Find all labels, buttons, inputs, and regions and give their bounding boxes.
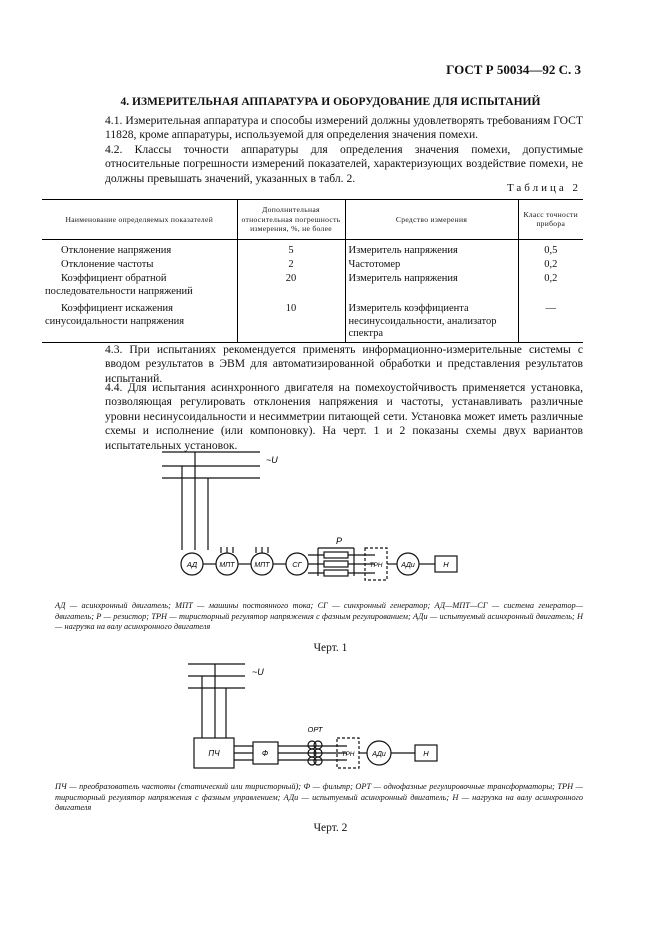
header-instrument: Средство измерения	[345, 200, 518, 240]
table-row	[42, 271, 583, 298]
table-cell: —	[518, 298, 583, 343]
accuracy-table	[42, 199, 583, 343]
block-label: Ф	[261, 749, 269, 758]
diagram-2-title: Черт. 2	[313, 822, 348, 834]
table-cell: Коэффициент обратной последовательности напряжений	[45, 273, 193, 297]
diagram-1-title: Черт. 1	[313, 642, 348, 654]
diagram-2-caption: ПЧ — преобразователь частоты (статический или тиристорный); Ф — фильтр; ОРТ — однофазные регулировочные трансформаторы; ТРН — тиристорный регулятор напряжения с фазным управлением; АДи — испытуемый асинхронный двигатель; Н — нагрузка на валу асинхронного двигателя	[55, 782, 583, 812]
supply-label: ~U	[266, 455, 278, 465]
table-cell: Измеритель напряжения	[345, 239, 518, 257]
block-label: ТРН	[369, 562, 383, 569]
table-cell: Коэффициент искажения синусоидальности напряжения	[42, 298, 237, 343]
paragraph-4-2: 4.2. Классы точности аппаратуры для определения значения помехи, допустимые относительные погрешности измерений показателей, характеризующих воздействие помехи, не должны превышать значений, указанных в табл. 2.	[105, 143, 583, 185]
block-label: АД	[186, 560, 198, 569]
block-label: ПЧ	[208, 749, 220, 758]
table-caption: Таблица 2	[506, 182, 581, 194]
block-label: Н	[443, 560, 449, 569]
diagram-1-caption: АД — асинхронный двигатель; МПТ — машины постоянного тока; СГ — синхронный генератор; АД—МПТ—СГ — система генератор—двигатель; Р — резистор; ТРН — тиристорный регулятор напряжения с фазным регулированием; АДи — испытуемый асинхронный двигатель; Н — нагрузка на валу асинхронного двигателя	[55, 601, 583, 631]
block-label: АДи	[401, 562, 415, 569]
table-cell: 10	[237, 298, 345, 343]
table-cell: 0,2	[518, 271, 583, 298]
table-cell: 20	[237, 271, 345, 298]
block-label: СГ	[292, 560, 302, 569]
diagram-1	[150, 444, 480, 584]
section-title: 4. ИЗМЕРИТЕЛЬНАЯ АППАРАТУРА И ОБОРУДОВАНИЕ ДЛЯ ИСПЫТАНИЙ	[120, 96, 541, 108]
table-cell: 5	[237, 239, 345, 257]
table-cell: Отклонение частоты	[61, 258, 154, 270]
supply-label: ~U	[252, 667, 264, 677]
table-row	[42, 298, 583, 343]
table-cell: Измеритель коэффициента несинусоидальности, анализатор спектра	[345, 298, 518, 343]
header-class: Класс точности прибора	[518, 200, 583, 240]
paragraph-4-4: 4.4. Для испытания асинхронного двигателя на помехоустойчивость применяется установка, позволяющая регулировать отклонения напряжения и частоты, устанавливать различные уровни несинусоидальности и несимметрии питающей сети. Установка может иметь различные схемы и исполнение (или компоновку). На черт. 1 и 2 показаны схемы двух вариантов испытательных установок.	[105, 381, 583, 452]
block-label: ТРН	[341, 751, 355, 758]
table-cell: Измеритель напряжения	[345, 271, 518, 298]
table-row	[42, 239, 583, 257]
block-label: АДи	[372, 751, 386, 758]
block-label: Н	[423, 749, 429, 758]
paragraph-4-3: 4.3. При испытаниях рекомендуется применять информационно-измерительные системы с вводом результатов в ЭВМ для автоматизированной обработки и представления результатов испытаний.	[105, 343, 583, 385]
header-error: Дополнительная относительная погрешность измерения, %, не более	[237, 200, 345, 240]
table-cell: Частотомер	[345, 257, 518, 271]
page-header: ГОСТ Р 50034—92 С. 3	[446, 62, 581, 77]
table-cell: 0,5	[518, 239, 583, 257]
block-label: МПТ	[254, 562, 270, 569]
table-header-row	[42, 200, 583, 240]
diagram-2	[180, 658, 460, 770]
block-label: МПТ	[219, 562, 235, 569]
paragraph-4-1: 4.1. Измерительная аппаратура и способы измерений должны удовлетворять требованиям ГОСТ 11828, кроме аппаратуры, используемой для определения значения помехи.	[105, 114, 583, 142]
table-cell: 0,2	[518, 257, 583, 271]
resistor-label: Р	[335, 536, 343, 546]
table-row	[42, 257, 583, 271]
transformer-label: ОРТ	[307, 725, 323, 734]
table-cell: Отклонение напряжения	[61, 244, 172, 256]
header-indicator: Наименование определяемых показателей	[42, 200, 237, 240]
table-cell: 2	[237, 257, 345, 271]
